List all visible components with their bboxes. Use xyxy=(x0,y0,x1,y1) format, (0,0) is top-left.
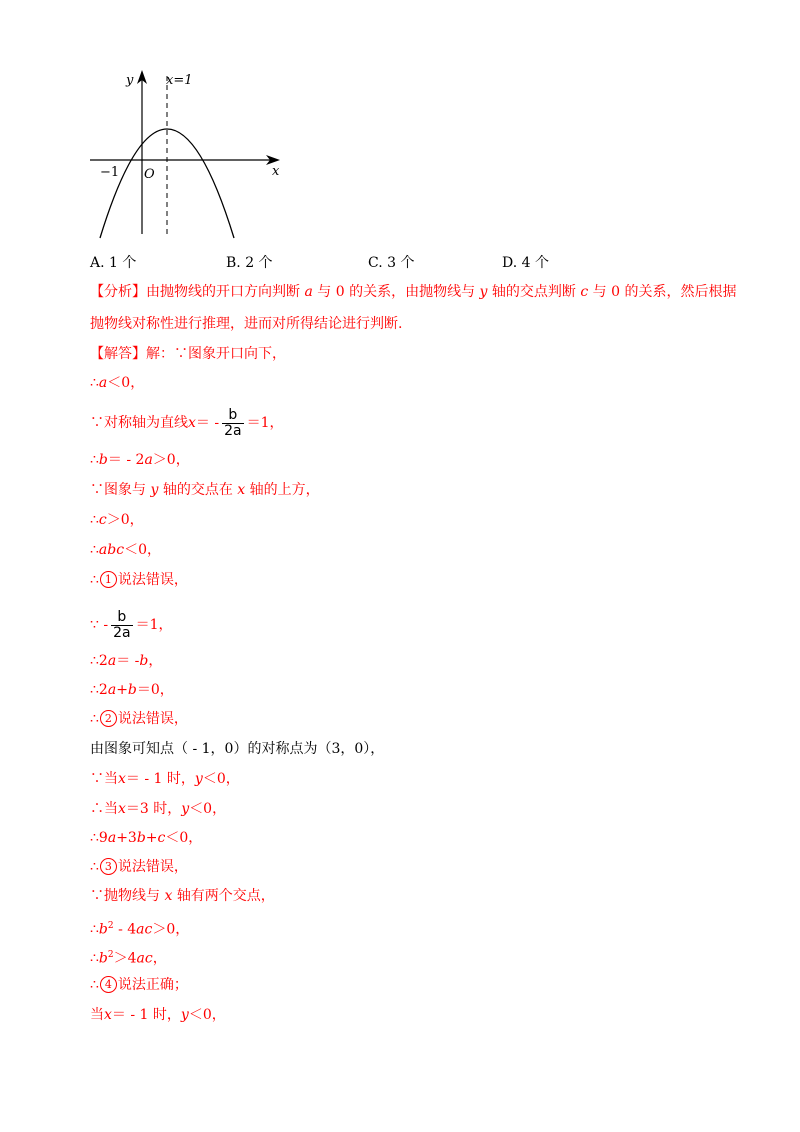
var-x: x xyxy=(237,482,246,498)
therefore-symbol: ∴ xyxy=(90,977,99,993)
symmetry-label: x=1 xyxy=(166,73,193,88)
solution-line-2 xyxy=(90,374,144,392)
solution-line-9 xyxy=(90,610,173,640)
therefore-symbol: ∴ xyxy=(90,950,99,967)
circled-number-3: 3 xyxy=(100,858,117,875)
solution-line-7 xyxy=(90,541,161,559)
var-b: b xyxy=(139,653,149,669)
var-x: x xyxy=(104,1007,112,1023)
solution-text: ＞0， xyxy=(152,921,190,938)
solution-text: - 4 xyxy=(113,921,137,938)
solution-text: 说法错误， xyxy=(117,711,188,727)
solution-text: ＝ - 1 时， xyxy=(111,1007,181,1023)
solution-line-21 xyxy=(90,976,188,994)
solution-text: ∵ - xyxy=(90,617,109,634)
fraction-b-over-2a xyxy=(222,408,244,438)
solution-text: +3 xyxy=(116,830,137,846)
var-b: b xyxy=(136,830,146,846)
solution-text: ＜0， xyxy=(202,771,240,787)
analysis-text: 轴的交点判断 xyxy=(491,284,576,300)
solution-text: ＝3 时， xyxy=(125,801,182,817)
solution-line-1 xyxy=(90,345,286,363)
option-b: B. 2 个 xyxy=(226,255,273,271)
solution-line-12 xyxy=(90,710,188,728)
var-ac: ac xyxy=(136,950,153,967)
analysis-line-2: 抛物线对称性进行推理，进而对所得结论进行判断. xyxy=(90,316,403,332)
solution-text: ＝1， xyxy=(246,415,284,432)
solution-text: 轴有两个交点， xyxy=(176,888,275,904)
solution-line-15 xyxy=(90,800,226,818)
therefore-symbol: ∴ xyxy=(90,711,99,727)
solution-text: ＞0， xyxy=(106,512,144,528)
solution-text: ∵对称轴为直线 xyxy=(90,415,188,432)
solution-text: ＝0， xyxy=(136,682,174,698)
solution-text: ＝ - 2 xyxy=(107,452,145,468)
therefore-symbol: ∴ xyxy=(90,542,99,558)
solution-text: ， xyxy=(148,653,163,669)
solution-text: 说法正确； xyxy=(117,977,188,993)
x-axis-label: x xyxy=(272,164,280,179)
var-y: y xyxy=(181,801,190,817)
superscript-2: 2 xyxy=(107,950,114,960)
neg-one-label: −1 xyxy=(100,165,120,180)
option-a: A. 1 个 xyxy=(90,255,137,271)
solution-line-19 xyxy=(90,917,189,939)
analysis-tag: 【分析】 xyxy=(90,284,146,300)
therefore-symbol: ∴ xyxy=(90,375,99,391)
solution-text: 说法错误， xyxy=(117,572,188,588)
y-axis-label: y xyxy=(126,73,134,88)
solution-text: ＜0， xyxy=(188,1007,226,1023)
solution-tag: 【解答】 xyxy=(90,346,146,362)
solution-text: ＝ - xyxy=(116,653,140,669)
origin-label: O xyxy=(144,167,155,182)
therefore-symbol: ∴ xyxy=(90,572,99,588)
var-y: y xyxy=(150,482,159,498)
var-x: x xyxy=(118,771,126,787)
analysis-line-1 xyxy=(90,283,736,301)
var-abc: abc xyxy=(98,542,125,558)
solution-line-5 xyxy=(90,481,320,499)
solution-text: 轴的上方， xyxy=(249,482,320,498)
circled-number-1: 1 xyxy=(100,571,117,588)
analysis-text: 由抛物线的开口方向判断 xyxy=(146,284,300,300)
solution-text: ＞4 xyxy=(113,950,137,967)
solution-line-4 xyxy=(90,451,190,469)
solution-line-8 xyxy=(90,571,188,589)
solution-line-3 xyxy=(90,408,284,438)
var-c: c xyxy=(98,512,107,528)
var-b: b xyxy=(98,452,108,468)
var-a: a xyxy=(107,682,117,698)
solution-text: ∵图象与 xyxy=(90,482,146,498)
solution-text: 解：∵图象开口向下， xyxy=(146,346,286,362)
solution-line-11 xyxy=(90,681,174,699)
var-c: c xyxy=(580,284,589,300)
solution-text: ∴当 xyxy=(90,801,118,817)
option-d: D. 4 个 xyxy=(502,255,549,271)
fraction-numerator: b xyxy=(117,609,127,625)
solution-line-20 xyxy=(90,946,167,968)
analysis-text: 与 0 的关系，然后根据 xyxy=(592,284,737,300)
solution-text: ， xyxy=(152,950,167,967)
fraction-denominator: 2a xyxy=(113,624,131,641)
var-a: a xyxy=(107,830,117,846)
var-x: x xyxy=(164,888,173,904)
option-c: C. 3 个 xyxy=(368,255,415,271)
var-b: b xyxy=(98,921,108,938)
var-a: a xyxy=(144,452,153,468)
var-a: a xyxy=(107,653,117,669)
var-b: b xyxy=(127,682,137,698)
circled-number-4: 4 xyxy=(100,976,117,993)
solution-text: + xyxy=(145,830,158,846)
solution-text: ＝ - xyxy=(195,415,220,432)
fraction-b-over-2a xyxy=(111,610,133,640)
circled-number-2: 2 xyxy=(100,710,117,727)
solution-text: ＜0， xyxy=(107,375,145,391)
solution-line-6 xyxy=(90,511,144,529)
solution-line-10 xyxy=(90,652,162,670)
var-b: b xyxy=(98,950,108,967)
therefore-symbol: ∴ xyxy=(90,512,99,528)
solution-text: ＜0， xyxy=(165,830,203,846)
var-a: a xyxy=(98,375,108,391)
var-y: y xyxy=(479,284,488,300)
solution-text: ∴2 xyxy=(90,653,108,669)
solution-text: ∵抛物线与 xyxy=(90,888,160,904)
solution-line-22 xyxy=(90,1006,226,1024)
solution-text: ＜0， xyxy=(124,542,161,558)
var-x: x xyxy=(118,801,126,817)
therefore-symbol: ∴ xyxy=(90,859,99,875)
var-y: y xyxy=(194,771,203,787)
solution-line-16 xyxy=(90,829,202,847)
therefore-symbol: ∴ xyxy=(90,452,99,468)
var-y: y xyxy=(180,1007,189,1023)
solution-line-18 xyxy=(90,887,275,905)
var-ac: ac xyxy=(136,921,153,938)
var-a: a xyxy=(304,284,313,300)
solution-text: ＝1， xyxy=(135,617,173,634)
fraction-numerator: b xyxy=(228,407,238,423)
solution-text: + xyxy=(116,682,128,698)
solution-text: ∴2 xyxy=(90,682,108,698)
therefore-symbol: ∴ xyxy=(90,921,99,938)
solution-text: ＝ - 1 时， xyxy=(125,771,195,787)
solution-line-13: 由图象可知点（ - 1，0）的对称点为（3，0）， xyxy=(90,741,385,757)
solution-text: ∴9 xyxy=(90,830,108,846)
var-x: x xyxy=(188,415,196,432)
superscript-2: 2 xyxy=(107,921,114,931)
solution-text: ∵当 xyxy=(90,771,118,787)
solution-text: ＜0， xyxy=(189,801,227,817)
fraction-denominator: 2a xyxy=(224,422,242,439)
solution-text: ＞0， xyxy=(152,452,190,468)
solution-text: 说法错误， xyxy=(117,859,188,875)
analysis-text: 与 0 的关系，由抛物线与 xyxy=(317,284,476,300)
solution-text: 轴的交点在 xyxy=(162,482,233,498)
var-c: c xyxy=(157,830,166,846)
solution-text: 当 xyxy=(90,1007,104,1023)
solution-line-17 xyxy=(90,858,188,876)
solution-line-14 xyxy=(90,770,240,788)
parabola-graph xyxy=(86,62,290,242)
